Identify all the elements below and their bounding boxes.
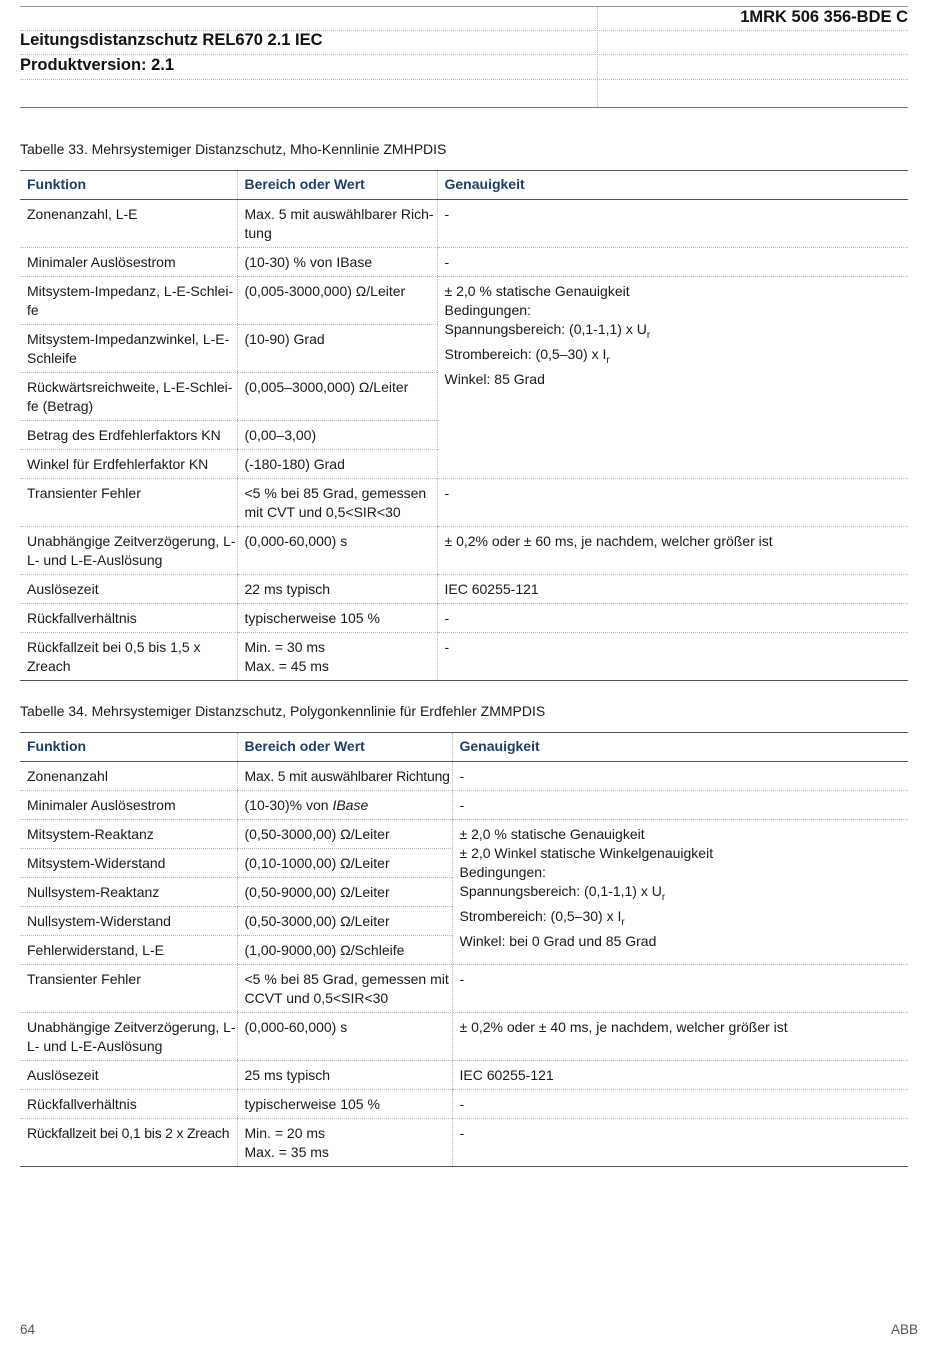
cell-genauigkeit: IEC 60255-121 [437, 575, 908, 604]
cell-bereich: <5 % bei 85 Grad, gemessen mit CVT und 0,5<SIR<30 [237, 479, 437, 527]
cell-bereich: (-180-180) Grad [237, 450, 437, 479]
table-row [20, 479, 908, 527]
cell-genauigkeit: - [437, 604, 908, 633]
cell-bereich: 22 ms typisch [237, 575, 437, 604]
cell-funktion: Rückfallzeit bei 0,1 bis 2 x Zreach [20, 1119, 237, 1167]
cell-bereich: (0,000-60,000) s [237, 527, 437, 575]
cell-funktion: Mitsystem-Impedanzwinkel, L-E- Schleife [20, 325, 237, 373]
cell-funktion: Rückfallverhältnis [20, 1090, 237, 1119]
table-row [20, 248, 908, 277]
table-row [20, 604, 908, 633]
column-header-genauigkeit: Genauigkeit [437, 171, 908, 200]
cell-bereich: <5 % bei 85 Grad, gemessen mit CCVT und 0,5<SIR<30 [237, 965, 452, 1013]
cell-funktion: Transienter Fehler [20, 479, 237, 527]
cell-funktion: Rückfallzeit bei 0,5 bis 1,5 x Zreach [20, 633, 237, 681]
cell-funktion: Betrag des Erdfehlerfaktors KN [20, 421, 237, 450]
column-header-bereich: Bereich oder Wert [237, 171, 437, 200]
column-header-bereich: Bereich oder Wert [237, 733, 452, 762]
product-version: Produktversion: 2.1 [20, 56, 175, 74]
cell-bereich: (10-90) Grad [237, 325, 437, 373]
cell-bereich: Min. = 30 ms Max. = 45 ms [237, 633, 437, 681]
table-row [20, 965, 908, 1013]
cell-funktion: Auslösezeit [20, 1061, 237, 1090]
cell-bereich: (10-30) % von IBase [237, 248, 437, 277]
cell-funktion: Mitsystem-Reaktanz [20, 820, 237, 849]
cell-funktion: Nullsystem-Reaktanz [20, 878, 237, 907]
cell-bereich: Max. 5 mit auswählbarer Rich- tung [237, 200, 437, 248]
table-header-row [20, 171, 908, 200]
table-row [20, 1061, 908, 1090]
cell-genauigkeit: ± 0,2% oder ± 60 ms, je nachdem, welcher größer ist [437, 527, 908, 575]
cell-bereich: (0,10-1000,00) Ω/Leiter [237, 849, 452, 878]
header-divider [597, 7, 598, 107]
cell-funktion: Transienter Fehler [20, 965, 237, 1013]
cell-genauigkeit: - [452, 762, 908, 791]
column-header-funktion: Funktion [20, 171, 237, 200]
cell-bereich: (0,005-3000,000) Ω/Leiter [237, 277, 437, 325]
cell-genauigkeit: - [437, 479, 908, 527]
table-row [20, 791, 908, 820]
column-header-funktion: Funktion [20, 733, 237, 762]
cell-bereich: typischerweise 105 % [237, 604, 437, 633]
table-row [20, 633, 908, 681]
table-34-caption: Tabelle 34. Mehrsystemiger Distanzschutz, Polygonkennlinie für Erdfehler ZMMPDIS [20, 703, 546, 719]
cell-genauigkeit: - [452, 965, 908, 1013]
cell-bereich: (10-30)% von IBase [237, 791, 452, 820]
cell-genauigkeit: - [437, 200, 908, 248]
table-row [20, 200, 908, 248]
cell-bereich: (0,005–3000,000) Ω/Leiter [237, 373, 437, 421]
header-rule [20, 54, 908, 55]
cell-genauigkeit: - [452, 791, 908, 820]
cell-genauigkeit: - [437, 633, 908, 681]
table-33 [20, 170, 908, 681]
cell-funktion: Nullsystem-Widerstand [20, 907, 237, 936]
cell-funktion: Mitsystem-Impedanz, L-E-Schlei- fe [20, 277, 237, 325]
cell-genauigkeit-merged: ± 2,0 % statische Genauigkeit ± 2,0 Winkel statische Winkelgenauigkeit Bedingungen: Spannungsbereich: (0,1-1,1) x $U_r$ Strombereich: (0,5–30) x $I_r$ Winkel: bei 0 Grad und 85 Grad [452, 820, 908, 965]
product-title: Leitungsdistanzschutz REL670 2.1 IEC [20, 31, 323, 49]
cell-bereich: (0,000-60,000) s [237, 1013, 452, 1061]
cell-bereich: Min. = 20 ms Max. = 35 ms [237, 1119, 452, 1167]
table-row [20, 1013, 908, 1061]
cell-genauigkeit: IEC 60255-121 [452, 1061, 908, 1090]
cell-genauigkeit-merged: ± 2,0 % statische Genauigkeit Bedingungen: Spannungsbereich: (0,1-1,1) x $U_r$ Strombereich: (0,5–30) x $I_r$ Winkel: 85 Grad [437, 277, 908, 479]
document-id: 1MRK 506 356-BDE C [740, 8, 908, 26]
cell-bereich: 25 ms typisch [237, 1061, 452, 1090]
cell-funktion: Unabhängige Zeitverzögerung, L- L- und L-E-Auslösung [20, 1013, 237, 1061]
cell-bereich: (0,00–3,00) [237, 421, 437, 450]
table-row [20, 1119, 908, 1167]
cell-funktion: Auslösezeit [20, 575, 237, 604]
cell-genauigkeit: - [452, 1119, 908, 1167]
cell-bereich: (0,50-3000,00) Ω/Leiter [237, 907, 452, 936]
cell-bereich: typischerweise 105 % [237, 1090, 452, 1119]
cell-bereich: (0,50-9000,00) Ω/Leiter [237, 878, 452, 907]
table-row [20, 277, 908, 325]
table-row [20, 1090, 908, 1119]
table-row [20, 527, 908, 575]
table-33-caption: Tabelle 33. Mehrsystemiger Distanzschutz, Mho-Kennlinie ZMHPDIS [20, 141, 447, 157]
page-header [20, 6, 908, 108]
column-header-genauigkeit: Genauigkeit [452, 733, 908, 762]
table-row [20, 820, 908, 849]
cell-funktion: Zonenanzahl [20, 762, 237, 791]
cell-bereich: (1,00-9000,00) Ω/Schleife [237, 936, 452, 965]
cell-genauigkeit: - [452, 1090, 908, 1119]
cell-funktion: Unabhängige Zeitverzögerung, L- L- und L-E-Auslösung [20, 527, 237, 575]
table-row [20, 762, 908, 791]
brand-footer: ABB [890, 1322, 918, 1337]
cell-funktion: Rückfallverhältnis [20, 604, 237, 633]
cell-funktion: Minimaler Auslösestrom [20, 791, 237, 820]
cell-genauigkeit: - [437, 248, 908, 277]
cell-funktion: Zonenanzahl, L-E [20, 200, 237, 248]
cell-bereich: Max. 5 mit auswählbarer Richtung [237, 762, 452, 791]
cell-funktion: Rückwärtsreichweite, L-E-Schlei- fe (Betrag) [20, 373, 237, 421]
header-rule [20, 79, 908, 80]
cell-genauigkeit: ± 0,2% oder ± 40 ms, je nachdem, welcher größer ist [452, 1013, 908, 1061]
cell-funktion: Minimaler Auslösestrom [20, 248, 237, 277]
table-34 [20, 732, 908, 1167]
cell-funktion: Mitsystem-Widerstand [20, 849, 237, 878]
table-header-row [20, 733, 908, 762]
cell-bereich: (0,50-3000,00) Ω/Leiter [237, 820, 452, 849]
table-row [20, 575, 908, 604]
page-number: 64 [20, 1322, 36, 1337]
cell-funktion: Fehlerwiderstand, L-E [20, 936, 237, 965]
cell-funktion: Winkel für Erdfehlerfaktor KN [20, 450, 237, 479]
